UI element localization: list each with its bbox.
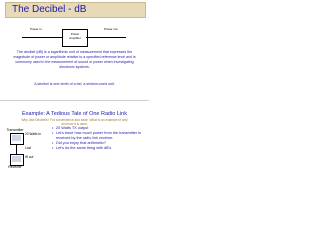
slide2-title: Example: A Tedious Tale of One Radio Link — [22, 111, 127, 117]
slide-radio-link — [0, 102, 149, 198]
power-in-label: Power in — [30, 27, 42, 31]
input-line — [22, 37, 62, 38]
power-out-note: W out — [25, 155, 34, 159]
link-line — [16, 144, 17, 154]
bullet-item: • 20 Watts TX output — [52, 126, 147, 131]
amplifier-label: Power Amplifier — [69, 32, 81, 40]
amplifier-box — [62, 29, 88, 47]
receiver-label: Receiver — [8, 165, 22, 169]
bullet-item: • Let's trace how much power from the transmitter is received by the radio link receiver. — [52, 131, 147, 140]
bullet-list — [52, 126, 147, 151]
loss-note: Lost — [25, 146, 32, 150]
transmitter-icon — [10, 133, 24, 145]
slide-title-band — [5, 2, 146, 18]
power-in-note: 20 Watts in — [25, 132, 41, 136]
slide-decibel — [0, 0, 149, 98]
decibel-definition: The decibel (dB) is a logarithmic unit of measurement that expresses the magnitude of power or amplitude relative to a specified reference level and is commonly used in the measurement of sound or power when investigating electronic systems. — [13, 50, 136, 69]
output-line — [86, 37, 126, 38]
slide-divider — [0, 100, 149, 101]
bel-note: A decibel is one-tenth of a bel, a seldom-used unit. — [34, 82, 115, 86]
power-out-label: Power out — [104, 27, 118, 31]
slide-title: The Decibel - dB — [12, 4, 87, 15]
amplifier-diagram — [22, 26, 126, 48]
bullet-item: • Did you enjoy that arithmetic? — [52, 141, 147, 146]
transmitter-label: Transmitter — [6, 128, 24, 132]
slide2-subtitle: Why Use Decibels? For convenience and ease. What is an example of why and how it is used. — [21, 118, 128, 126]
bullet-item: • Let's do the same thing with dB's — [52, 146, 147, 151]
